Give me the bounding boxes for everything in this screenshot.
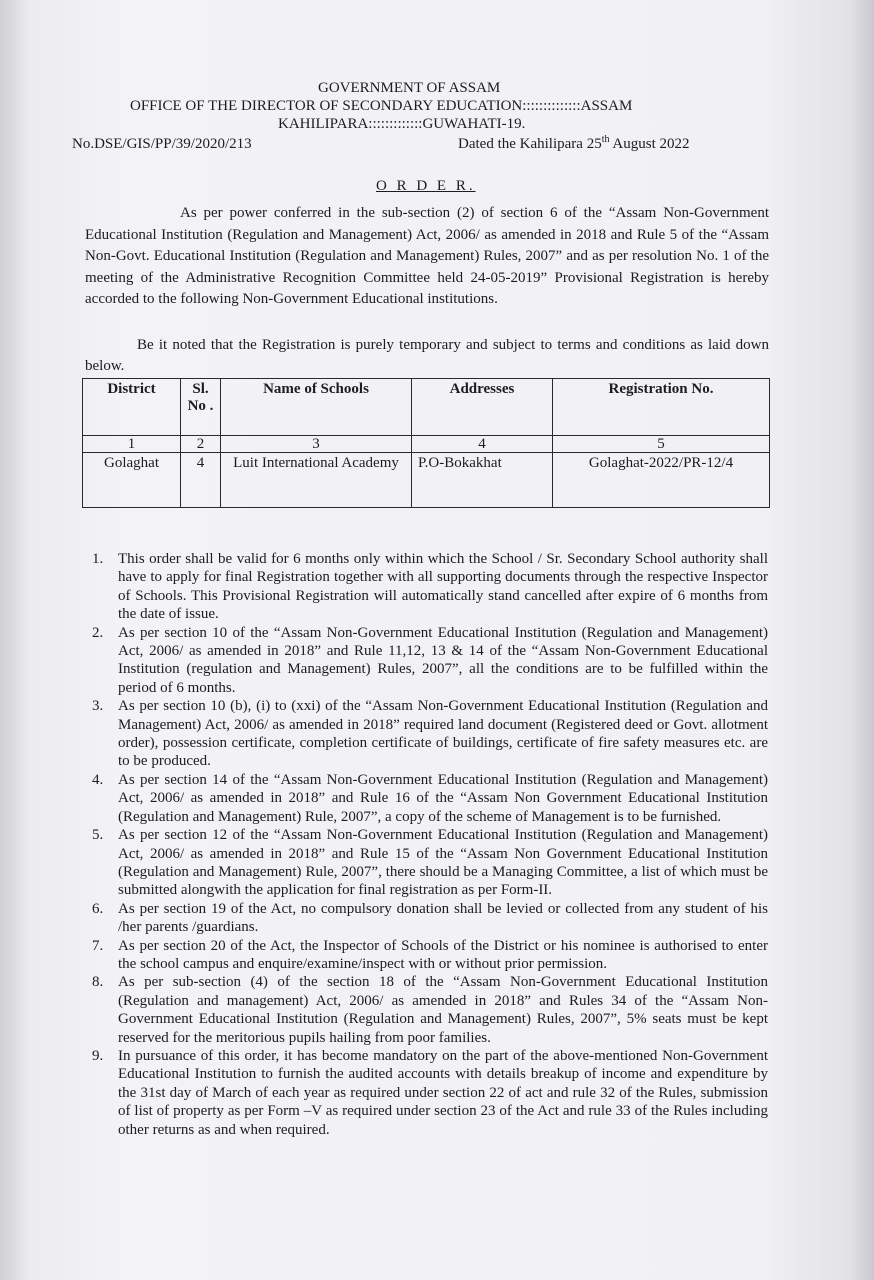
- item-text: As per sub-section (4) of the section 18 of the “Assam Non-Government Educational Institution (Regulation and management) Act, 2006/ as amended in 2018” and Rules 34 of the “Assam Non-Government Educational Institution (Regulation and Management) Rules, 2007”, 5% seats must be kept reserved for the meritorious pupils hailing from poor families.: [118, 974, 768, 1046]
- cell-district: Golaghat: [83, 453, 181, 508]
- registration-table: [82, 378, 770, 508]
- cell-school-name: Luit International Academy: [221, 453, 412, 508]
- col-number: 5: [553, 436, 770, 453]
- item-text: As per section 12 of the “Assam Non-Government Educational Institution (Regulation and Management) Act, 2006/ as amended in 2018” and Rule 15 of the “Assam Non Government Educational Institution (Regulation and Management) Rule, 2007”, there should be a Managing Committee, a list of which must be submitted alongwith the application for final registration as per Form-II.: [118, 827, 768, 899]
- cell-sl-no: 4: [181, 453, 221, 508]
- item-number: 1.: [92, 551, 104, 567]
- list-item: [88, 826, 768, 900]
- list-item: [88, 937, 768, 974]
- cell-address: P.O-Bokakhat: [412, 453, 553, 508]
- date-suffix: August 2022: [609, 136, 690, 152]
- item-text: As per section 10 (b), (i) to (xxi) of the “Assam Non-Government Educational Institution (Regulation and Management) Act, 2006/ as amended in 2018” required land document (Registered deed or Govt. allotment order), possession certificate, completion certificate of buildings, certificate of fire safety measures etc. are to be produced.: [118, 698, 768, 770]
- letterhead-government: GOVERNMENT OF ASSAM: [318, 80, 501, 96]
- item-number: 2.: [92, 624, 104, 641]
- list-item: [88, 1047, 768, 1139]
- date-superscript: th: [601, 134, 610, 145]
- header-district: District: [83, 379, 181, 436]
- order-paragraph-1: As per power conferred in the sub-section (2) of section 6 of the “Assam Non-Government Educational Institution (Regulation and Management) Act, 2006/ as amended in 2018 and Rule 5 of the “Assam Non-Govt. Educational Institution (Regulation and Management) Rules, 2007” and as per resolution No. 1 of the meeting of the Administrative Recognition Committee held 24-05-2019” Provisional Registration is hereby accorded to the following Non-Government Educational institutions.: [85, 205, 769, 308]
- list-item: [88, 697, 768, 771]
- conditions-list: [88, 550, 768, 1139]
- reference-number: No.DSE/GIS/PP/39/2020/213: [72, 136, 252, 152]
- item-text: As per section 14 of the “Assam Non-Government Educational Institution (Regulation and Management) Act, 2006/ as amended in 2018” and Rule 16 of the “Assam Non Government Educational Institution (Regulation and Management) Rule, 2007”, a copy of the scheme of Management is to be furnished.: [118, 771, 768, 825]
- header-sl-no: Sl. No .: [181, 379, 221, 436]
- list-item: [88, 771, 768, 826]
- header-addresses: Addresses: [412, 379, 553, 436]
- item-text: As per section 10 of the “Assam Non-Government Educational Institution (Regulation and Management) Act, 2006/ as amended in 2018” and Rule 11,12, 13 & 14 of the “Assam Non-Government Educational Institution (regulation and Management) Rules, 2007”, all the conditions are to be fulfilled within the period of 6 months.: [118, 624, 768, 696]
- list-item: [88, 550, 768, 624]
- col-number: 1: [83, 436, 181, 453]
- list-item: [88, 624, 768, 698]
- item-text: In pursuance of this order, it has become mandatory on the part of the above-mentioned Non-Government Educational Institution to furnish the audited accounts with details breakup of income and expenditure by the 31st day of March of each year as required under section 22 of act and rule 32 of the Rules, submission of list of property as per Form –V as required under section 23 of the Act and rule 33 of the Rules including other returns as and when required.: [118, 1047, 768, 1138]
- item-number: 8.: [92, 974, 104, 991]
- table-header-row: [83, 379, 770, 436]
- date-line: [458, 134, 690, 153]
- item-text: This order shall be valid for 6 months only within which the School / Sr. Secondary School authority shall have to apply for final Registration together with all supporting documents through the respective Inspector of Schools. This Provisional Registration will automatically stand cancelled after expire of 6 months from the date of issue.: [118, 551, 768, 623]
- header-school-name: Name of Schools: [221, 379, 412, 436]
- item-number: 4.: [92, 771, 104, 788]
- item-text: As per section 20 of the Act, the Inspector of Schools of the District or his nominee is authorised to enter the school campus and enquire/examine/inspect with or without prior permission.: [118, 937, 768, 972]
- item-number: 9.: [92, 1047, 104, 1064]
- item-number: 6.: [92, 900, 104, 917]
- letterhead-office: OFFICE OF THE DIRECTOR OF SECONDARY EDUCATION::::::::::::::ASSAM: [130, 98, 633, 114]
- table-row: [83, 453, 770, 508]
- col-number: 4: [412, 436, 553, 453]
- header-registration-no: Registration No.: [553, 379, 770, 436]
- list-item: [88, 900, 768, 937]
- item-text: As per section 19 of the Act, no compulsory donation shall be levied or collected from any student of his /her parents /guardians.: [118, 900, 768, 936]
- date-prefix: Dated the Kahilipara 25: [458, 136, 602, 152]
- letterhead-address: KAHILIPARA:::::::::::::GUWAHATI-19.: [278, 116, 526, 132]
- col-number: 3: [221, 436, 412, 453]
- list-item: [88, 973, 768, 1047]
- item-number: 3.: [92, 698, 104, 715]
- cell-registration-no: Golaghat-2022/PR-12/4: [553, 453, 770, 508]
- col-number: 2: [181, 436, 221, 453]
- order-paragraph-2: Be it noted that the Registration is purely temporary and subject to terms and conditions as laid down below.: [85, 337, 769, 374]
- item-number: 7.: [92, 937, 104, 954]
- order-title: O R D E R.: [376, 178, 476, 194]
- item-number: 5.: [92, 827, 104, 844]
- table-number-row: [83, 436, 770, 453]
